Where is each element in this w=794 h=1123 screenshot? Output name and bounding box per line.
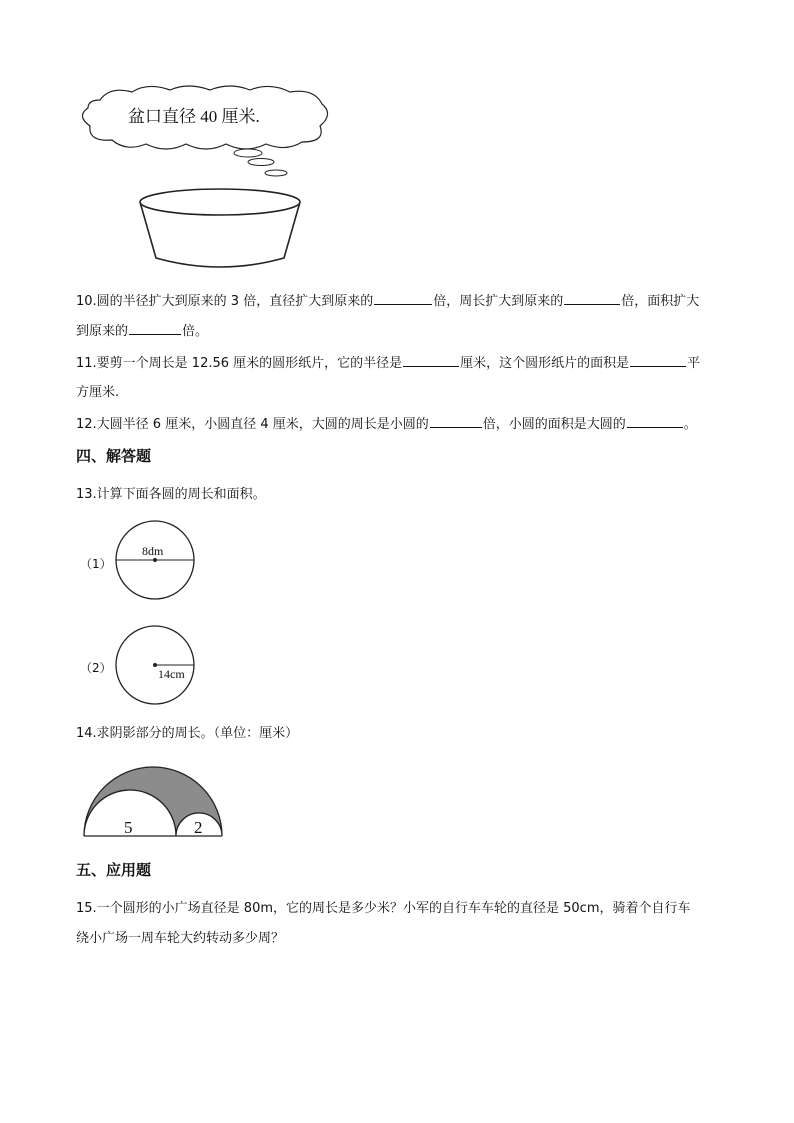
q12-text-1: 12.大圆半径 6 厘米，小圆直径 4 厘米，大圆的周长是小圆的 — [76, 417, 429, 432]
question-13: 13.计算下面各圆的周长和面积。 — [76, 487, 266, 502]
q11-text-4: 方厘米. — [76, 385, 120, 400]
circle-2-label: （2） — [80, 661, 112, 675]
q11-text-1: 11.要剪一个周长是 12.56 厘米的圆形纸片，它的半径是 — [76, 356, 403, 371]
q11-blank-2[interactable] — [630, 354, 686, 367]
q11-text-3: 平 — [687, 356, 701, 371]
q12-blank-2[interactable] — [627, 415, 683, 428]
cloud-text: 盆口直径 40 厘米. — [128, 107, 260, 126]
right-semicircle-label: 2 — [194, 818, 203, 837]
cloud-bubble-3 — [265, 170, 287, 176]
circle-2-center — [153, 663, 157, 667]
circle-2-figure — [114, 624, 198, 708]
q12-blank-1[interactable] — [430, 415, 482, 428]
bowl-rim — [140, 189, 300, 215]
question-10-line-1 — [76, 292, 699, 311]
bowl-figure — [70, 80, 340, 280]
q10-blank-1[interactable] — [374, 292, 432, 305]
cloud-bubble-1 — [234, 149, 262, 157]
question-14: 14.求阴影部分的周长。（单位：厘米） — [76, 726, 299, 741]
circle-1-center — [153, 558, 157, 562]
question-11-line-2 — [76, 384, 119, 402]
q10-text-1: 10.圆的半径扩大到原来的 3 倍，直径扩大到原来的 — [76, 294, 374, 309]
question-12 — [76, 415, 697, 434]
q10-text-3: 倍，面积扩大 — [621, 294, 700, 309]
q11-blank-1[interactable] — [403, 354, 459, 367]
q12-text-3: 。 — [683, 417, 697, 432]
cloud-bubble-2 — [248, 159, 274, 166]
q10-blank-2[interactable] — [564, 292, 620, 305]
section-4-title: 四、解答题 — [76, 447, 152, 465]
q11-text-2: 厘米，这个圆形纸片的面积是 — [460, 356, 630, 371]
q10-text-2: 倍，周长扩大到原来的 — [433, 294, 564, 309]
circle-2-measure: 14cm — [158, 667, 185, 681]
left-semicircle-label: 5 — [124, 818, 133, 837]
section-5-title: 五、应用题 — [76, 861, 152, 879]
q10-text-5: 倍。 — [182, 324, 209, 339]
circle-1-label: （1） — [80, 557, 112, 571]
circle-1-measure: 8dm — [142, 544, 164, 558]
question-15-line-1: 15.一个圆形的小广场直径是 80m，它的周长是多少米？小军的自行车车轮的直径是 50cm，骑着个自行车 — [76, 901, 691, 916]
shaded-semicircle-figure — [80, 762, 230, 842]
q10-text-4: 到原来的 — [76, 324, 129, 339]
q12-text-2: 倍，小圆的面积是大圆的 — [482, 417, 626, 432]
question-15-line-2: 绕小广场一周车轮大约转动多少周？ — [76, 931, 285, 946]
question-11-line-1 — [76, 354, 700, 373]
q10-blank-3[interactable] — [129, 322, 181, 335]
question-10-line-2 — [76, 322, 208, 341]
circle-1-figure — [114, 519, 198, 603]
